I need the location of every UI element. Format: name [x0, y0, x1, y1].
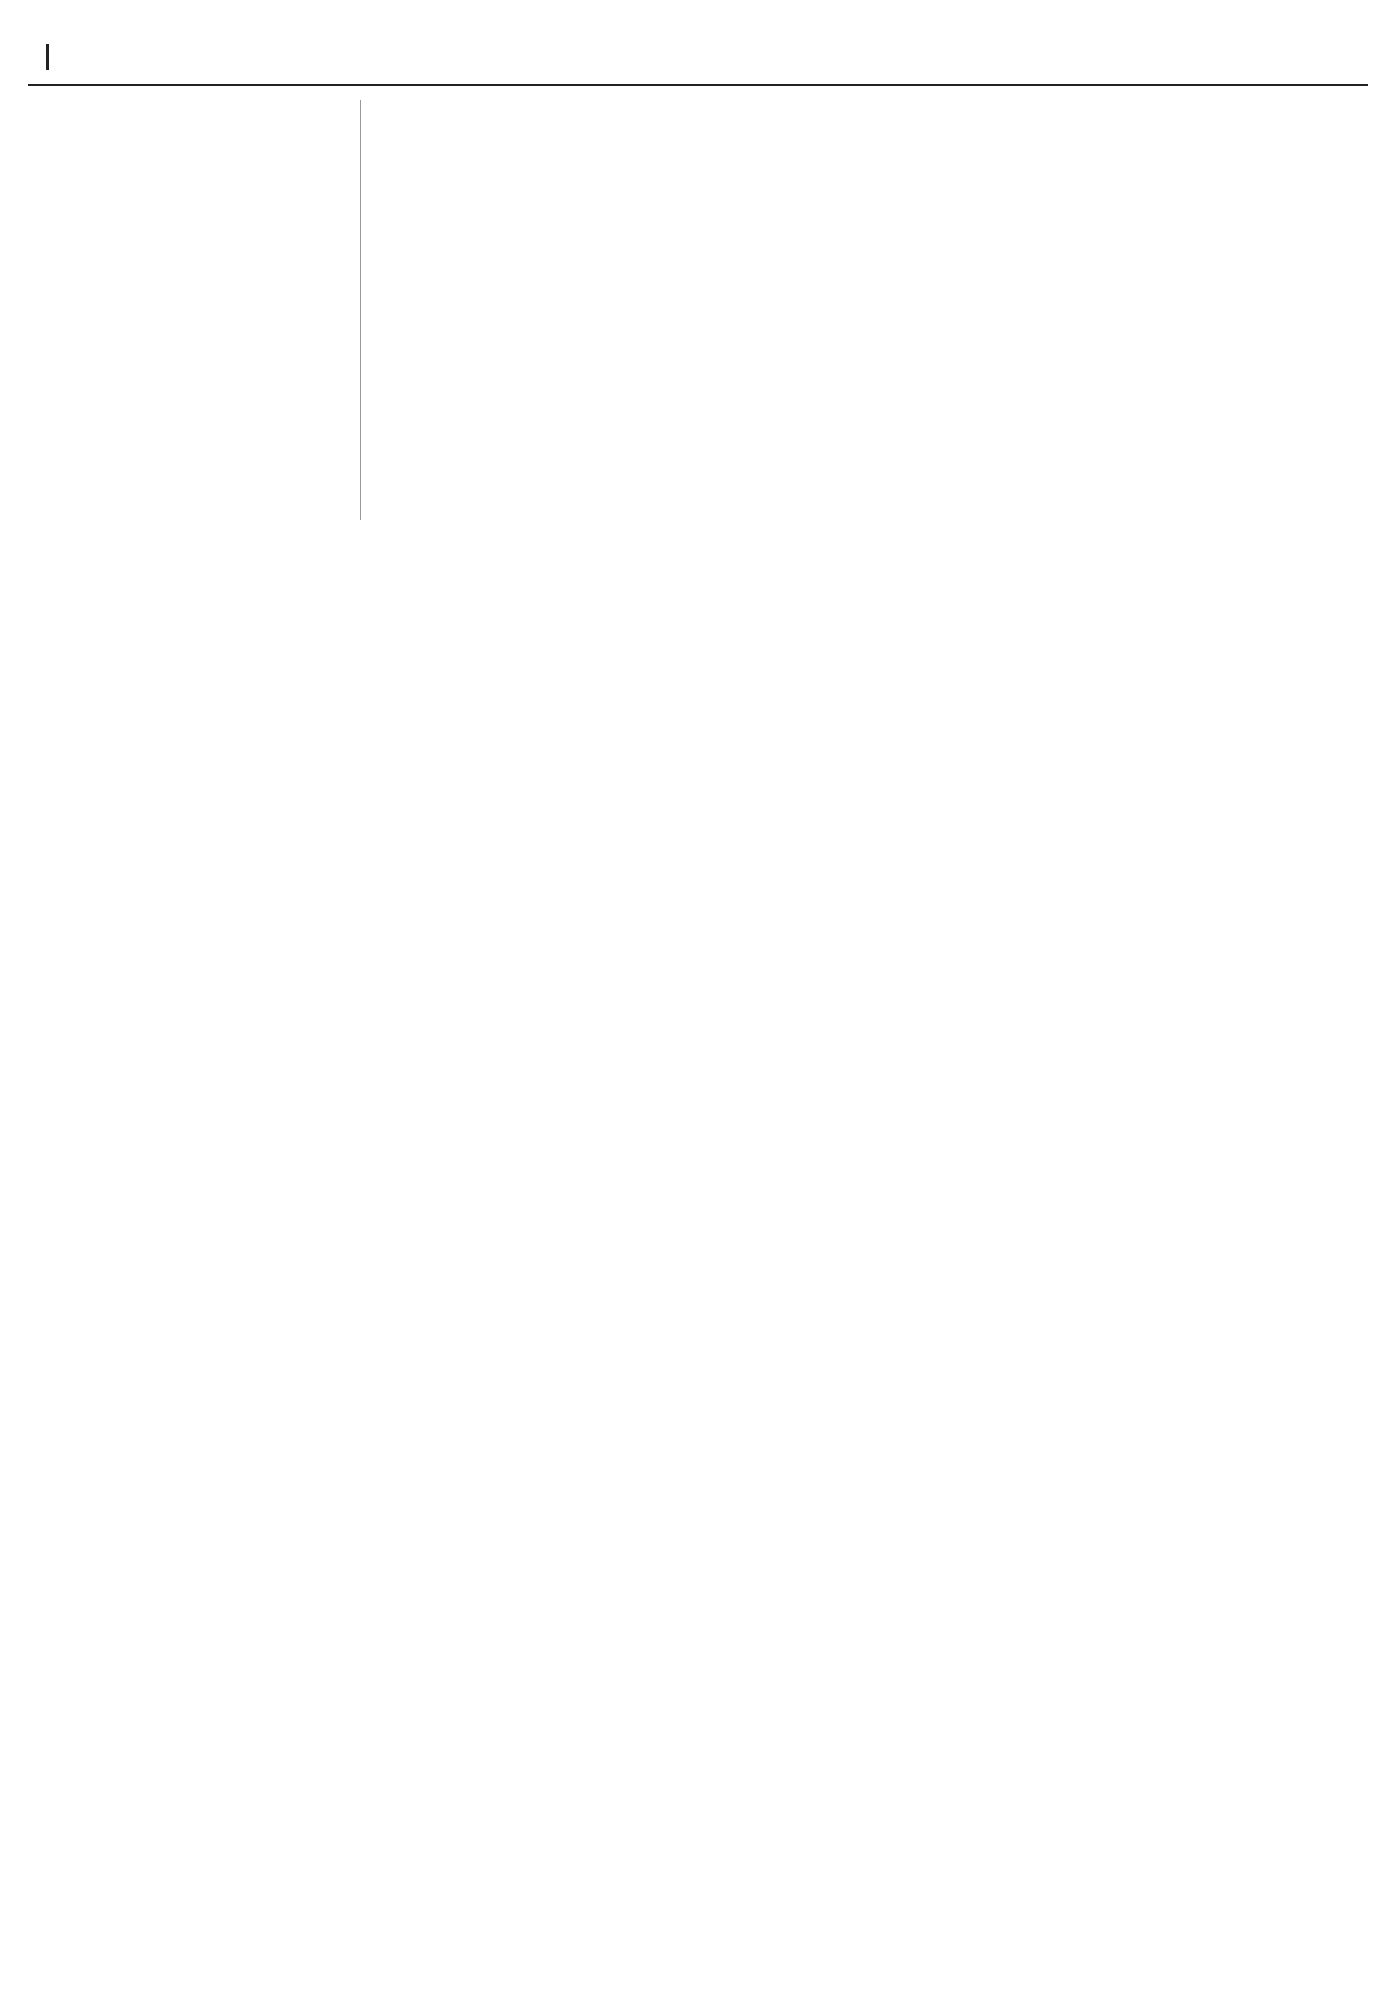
page-top [0, 0, 1393, 1002]
section-tag [36, 40, 59, 75]
header-meta [1221, 42, 1228, 58]
page-header [28, 36, 1368, 86]
article-body [210, 400, 350, 520]
article-body [536, 250, 688, 520]
article-body [376, 250, 528, 520]
article-body [50, 440, 200, 520]
article-body-overlay [210, 250, 350, 395]
column-rule [360, 100, 361, 520]
